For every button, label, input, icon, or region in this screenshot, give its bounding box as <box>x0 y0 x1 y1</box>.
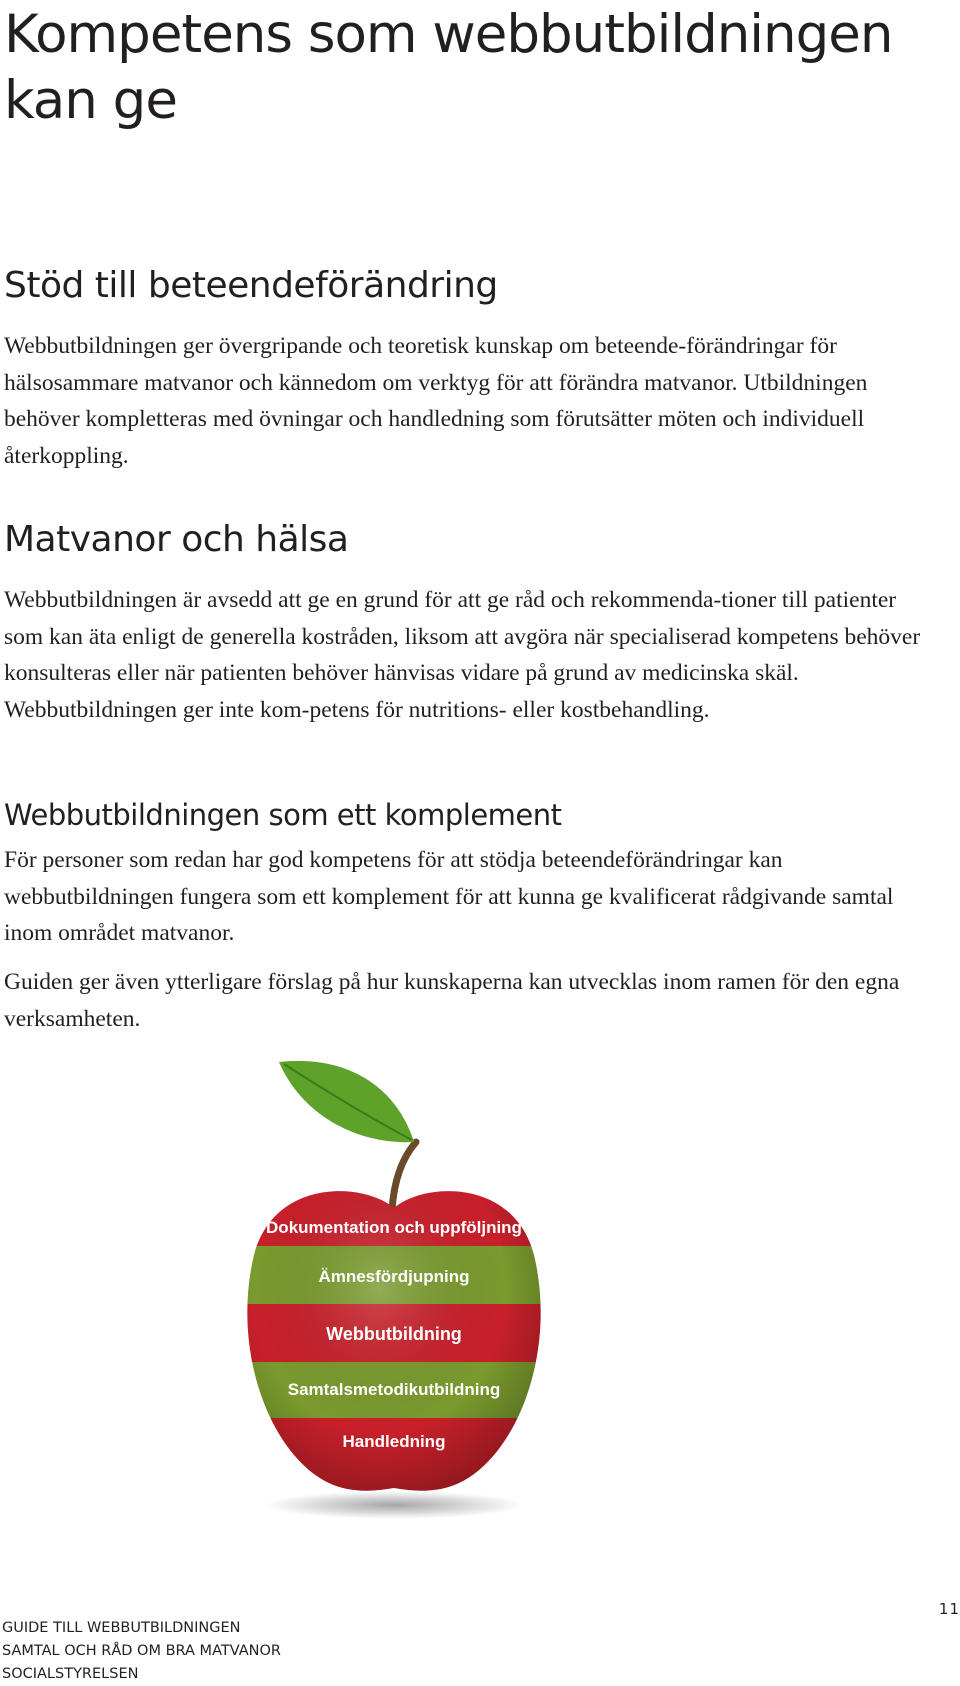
apple-shadow <box>264 1491 524 1519</box>
apple-band-label-3: Webbutbildning <box>326 1324 462 1344</box>
footer-line-guide: GUIDE TILL WEBBUTBILDNINGEN <box>2 1620 241 1636</box>
page-title: Kompetens som webbutbildningen kan ge <box>4 4 893 131</box>
footer-line-publisher: SOCIALSTYRELSEN <box>2 1666 139 1682</box>
section-heading-stod: Stöd till beteendeförändring <box>4 265 498 306</box>
apple-band-label-2: Ämnesfördjupning <box>318 1267 470 1286</box>
paragraph-komplement-2: Guiden ger även ytterligare förslag på hur kunskaperna kan utvecklas inom ramen för den egna verksamheten. <box>4 969 900 1032</box>
section-heading-komplement: Webbutbildningen som ett komplement <box>4 798 562 832</box>
footer <box>2 1617 281 1686</box>
section-heading-matvanor: Matvanor och hälsa <box>4 519 349 560</box>
paragraph-stod: Webbutbildningen ger övergripande och teoretisk kunskap om beteende-förändringar för hälsosammare matvanor och kännedom om verktyg för att förändra matvanor. Utbildningen behöver kompletteras med övningar och handledning som förutsätter möten och individuell återkoppling. <box>4 333 868 469</box>
apple-band-label-4: Samtalsmetodikutbildning <box>287 1380 501 1399</box>
apple-band-label-1: Dokumentation och uppföljning <box>266 1218 522 1237</box>
apple-band-label-5: Handledning <box>342 1432 446 1451</box>
paragraph-matvanor: Webbutbildningen är avsedd att ge en grund för att ge råd och rekommenda-tioner till patienter som kan äta enligt de generella kostråden, liksom att avgöra när specialiserad kompetens behöver konsulteras eller när patienten behöver hänvisas vidare på grund av medicinska skäl. Webbutbildningen ger inte kom-petens för nutritions- eller kostbehandling. <box>4 587 921 723</box>
apple-illustration <box>244 1050 544 1530</box>
paragraph-komplement-1: För personer som redan har god kompetens för att stödja beteendeförändringar kan webbutbildningen fungera som ett komplement för att kunna ge kvalificerat rådgivande samtal inom området matvanor. <box>4 847 894 946</box>
page-number: 11 <box>938 1600 960 1618</box>
footer-line-samtal: SAMTAL OCH RÅD OM BRA MATVANOR <box>2 1643 281 1659</box>
